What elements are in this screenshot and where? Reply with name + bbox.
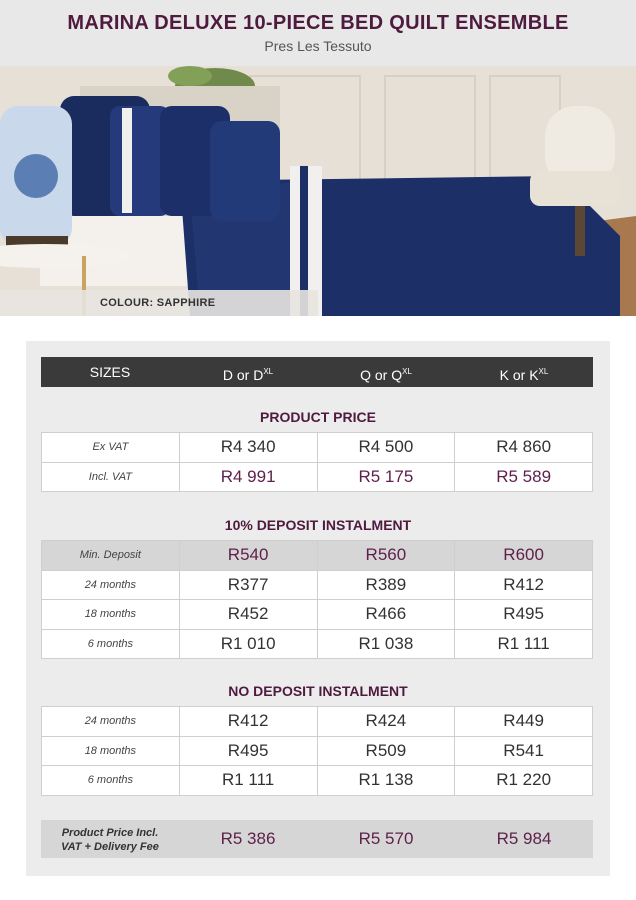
table-row bbox=[42, 629, 593, 659]
price-cell: R509 bbox=[317, 736, 455, 766]
row-label: Incl. VAT bbox=[42, 462, 180, 492]
page-header bbox=[0, 0, 636, 66]
row-label: 6 months bbox=[42, 766, 180, 796]
row-label: 24 months bbox=[42, 707, 180, 737]
no-deposit-instalment-title: NO DEPOSIT INSTALMENT bbox=[228, 683, 408, 699]
size-header-queen bbox=[317, 357, 455, 387]
row-label: Min. Deposit bbox=[42, 541, 180, 571]
size-queen-xl: XL bbox=[402, 367, 412, 376]
table-row bbox=[42, 766, 593, 796]
total-price-double: R5 386 bbox=[220, 829, 276, 848]
colour-label: COLOUR: SAPPHIRE bbox=[100, 297, 216, 309]
table-row bbox=[42, 736, 593, 766]
row-label: Ex VAT bbox=[42, 433, 180, 463]
price-cell: R412 bbox=[455, 570, 593, 600]
size-double-label: D or D bbox=[222, 367, 264, 383]
price-cell: R5 589 bbox=[455, 462, 593, 492]
bedroom-illustration bbox=[0, 66, 636, 316]
sizes-header-label: SIZES bbox=[89, 364, 131, 380]
product-price-title: PRODUCT PRICE bbox=[260, 409, 376, 425]
price-cell: R1 111 bbox=[179, 766, 317, 796]
price-cell: R541 bbox=[455, 736, 593, 766]
total-label bbox=[41, 826, 179, 854]
price-cell: R377 bbox=[179, 570, 317, 600]
price-cell: R1 220 bbox=[455, 766, 593, 796]
product-price-table bbox=[41, 432, 593, 492]
price-cell: R1 010 bbox=[179, 629, 317, 659]
deposit-instalment-title: 10% DEPOSIT INSTALMENT bbox=[224, 517, 412, 533]
total-price-queen: R5 570 bbox=[358, 829, 414, 848]
price-cell: R4 340 bbox=[179, 433, 317, 463]
table-row bbox=[42, 462, 593, 492]
price-cell: R540 bbox=[179, 541, 317, 571]
price-cell: R495 bbox=[179, 736, 317, 766]
price-cell: R495 bbox=[455, 600, 593, 630]
size-king-label: K or K bbox=[499, 367, 539, 383]
total-label-line1: Product Price Incl. bbox=[61, 827, 159, 839]
table-row bbox=[42, 707, 593, 737]
price-cell: R466 bbox=[317, 600, 455, 630]
price-cell: R412 bbox=[179, 707, 317, 737]
no-deposit-instalment-table bbox=[41, 706, 593, 796]
brand-subtitle: Pres Les Tessuto bbox=[264, 38, 372, 54]
size-double-xl: XL bbox=[263, 367, 274, 376]
price-cell: R4 860 bbox=[455, 433, 593, 463]
price-cell: R4 500 bbox=[317, 433, 455, 463]
price-cell: R1 111 bbox=[455, 629, 593, 659]
price-cell: R452 bbox=[179, 600, 317, 630]
total-price-king: R5 984 bbox=[496, 829, 552, 848]
price-cell: R4 991 bbox=[179, 462, 317, 492]
price-cell: R424 bbox=[317, 707, 455, 737]
table-row bbox=[42, 433, 593, 463]
sizes-header-bar bbox=[41, 357, 593, 387]
price-cell: R5 175 bbox=[317, 462, 455, 492]
row-label: 24 months bbox=[42, 570, 180, 600]
product-photo bbox=[0, 66, 636, 316]
price-cell: R560 bbox=[317, 541, 455, 571]
table-row bbox=[42, 600, 593, 630]
total-price-row bbox=[41, 820, 593, 858]
colour-tag bbox=[0, 290, 318, 316]
price-cell: R600 bbox=[455, 541, 593, 571]
table-row bbox=[42, 570, 593, 600]
size-king-xl: XL bbox=[538, 367, 549, 376]
price-cell: R1 038 bbox=[317, 629, 455, 659]
deposit-instalment-table bbox=[41, 540, 593, 659]
total-label-line2: VAT + Delivery Fee bbox=[61, 841, 159, 853]
row-label: 6 months bbox=[42, 629, 180, 659]
product-title: MARINA DELUXE 10-PIECE BED QUILT ENSEMBLE bbox=[67, 12, 569, 34]
row-label: 18 months bbox=[42, 600, 180, 630]
price-cell: R1 138 bbox=[317, 766, 455, 796]
size-queen-label: Q or Q bbox=[360, 367, 403, 383]
price-cell: R389 bbox=[317, 570, 455, 600]
row-label: 18 months bbox=[42, 736, 180, 766]
price-cell: R449 bbox=[455, 707, 593, 737]
size-header-king bbox=[455, 357, 593, 387]
size-header-double bbox=[179, 357, 317, 387]
table-row bbox=[42, 541, 593, 571]
